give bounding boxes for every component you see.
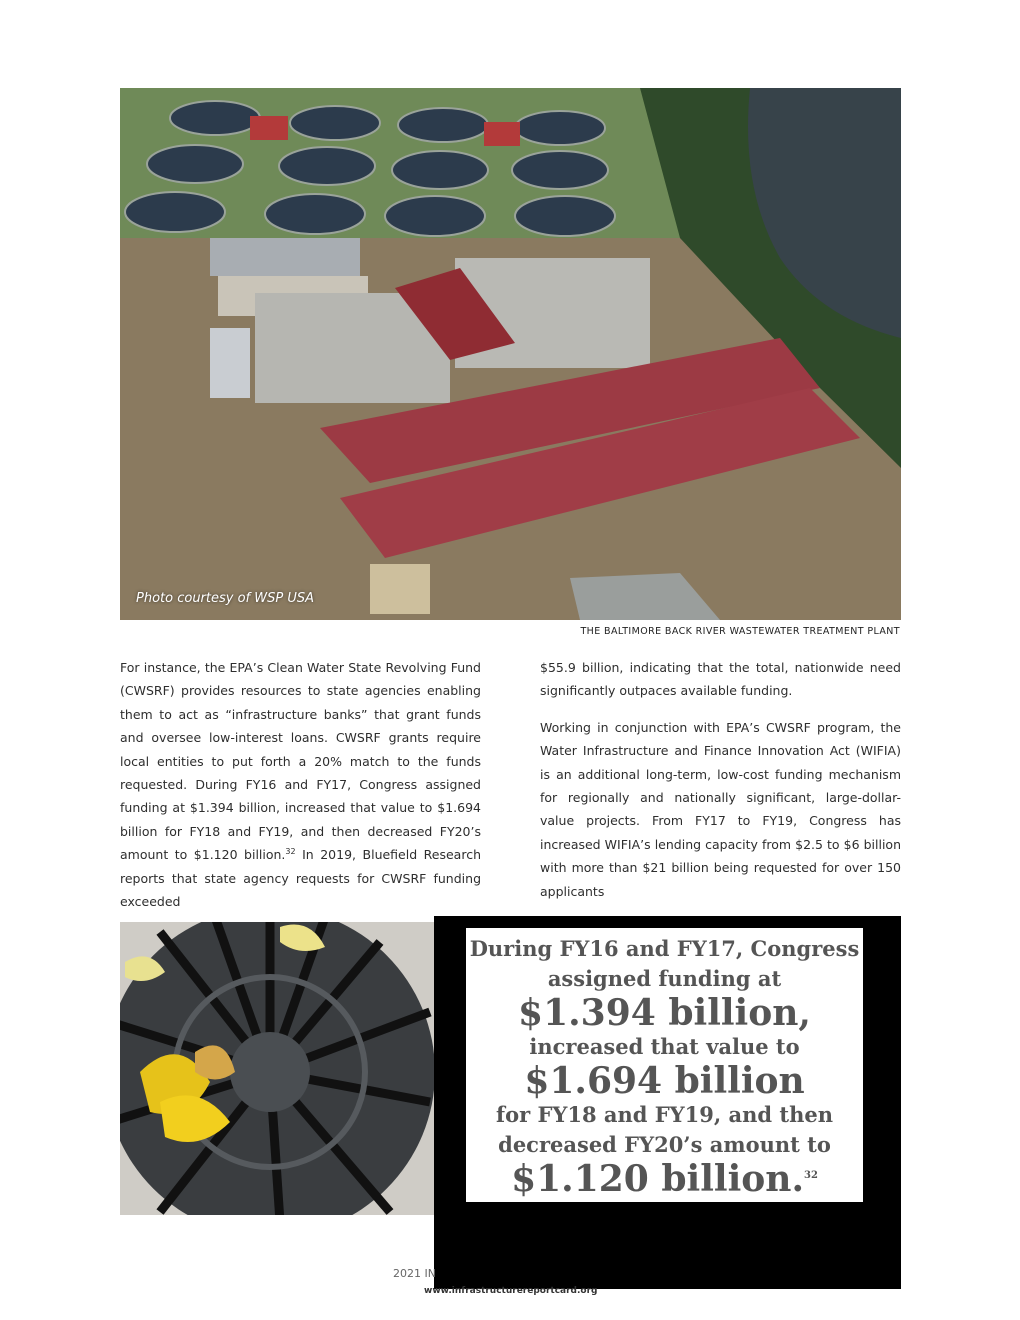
wastewater-plant-photo <box>120 88 901 620</box>
body-column-left <box>120 656 481 926</box>
body-paragraph <box>120 656 481 913</box>
photo-caption: THE BALTIMORE BACK RIVER WASTEWATER TREATMENT PLANT <box>580 626 900 637</box>
footnote-ref: 32 <box>285 847 296 857</box>
quote-amount-final <box>466 1160 863 1198</box>
quote-line: decreased FY20’s amount to <box>498 1132 831 1157</box>
pull-quote <box>466 928 863 1202</box>
storm-drain-photo <box>120 922 435 1215</box>
paragraph-text-tail: In 2019, Bluefield Research reports that state agency requests for CWSRF funding exceeded <box>120 847 481 910</box>
aerial-plant-illustration <box>120 88 901 620</box>
storm-drain-illustration <box>120 922 435 1215</box>
quote-amount: $1.394 billion, <box>518 992 811 1034</box>
quote-line: assigned funding at <box>547 966 782 991</box>
pull-quote-panel <box>434 916 901 1289</box>
footer-url[interactable]: www.infrastructurereportcard.org <box>424 1286 598 1296</box>
body-column-right <box>540 656 901 916</box>
quote-line: During FY16 and FY17, Congress <box>469 936 860 961</box>
quote-line: increased that value to <box>529 1034 800 1059</box>
quote-line: for FY18 and FY19, and then <box>496 1102 833 1127</box>
photo-credit: Photo courtesy of WSP USA <box>136 591 314 606</box>
footnote-ref: 32 <box>803 1170 818 1181</box>
quote-amount: $1.120 billion. <box>511 1158 804 1200</box>
quote-amount: $1.694 billion <box>524 1060 805 1102</box>
body-paragraph: $55.9 billion, indicating that the total, nationwide need significantly outpaces available funding. <box>540 660 901 699</box>
body-paragraph: Working in conjunction with EPA’s CWSRF program, the Water Infrastructure and Finance Innovation Act (WIFIA) is an additional long-term, low-cost funding mechanism for regionally and nationally significant, large-dollar-value projects. From FY17 to FY19, Congress has increased WIFIA’s lending capacity from $2.5 to $6 billion with more than $21 billion being requested for over 150 applicants <box>540 719 901 899</box>
paragraph-text: For instance, the EPA’s Clean Water State Revolving Fund (CWSRF) provides resources to state agencies enabling them to act as “infrastructure banks” that grant funds and oversee low-interest loans. CWSRF grants require local entities to put forth a 20% match to the funds requested. During FY16 and FY17, Congress assigned funding at $1.394 billion, increased that value to $1.694 billion for FY18 and FY19, and then decreased FY20’s amount to $1.120 billion. <box>120 660 481 863</box>
footer-report-title: 2021 IN <box>393 1267 436 1280</box>
